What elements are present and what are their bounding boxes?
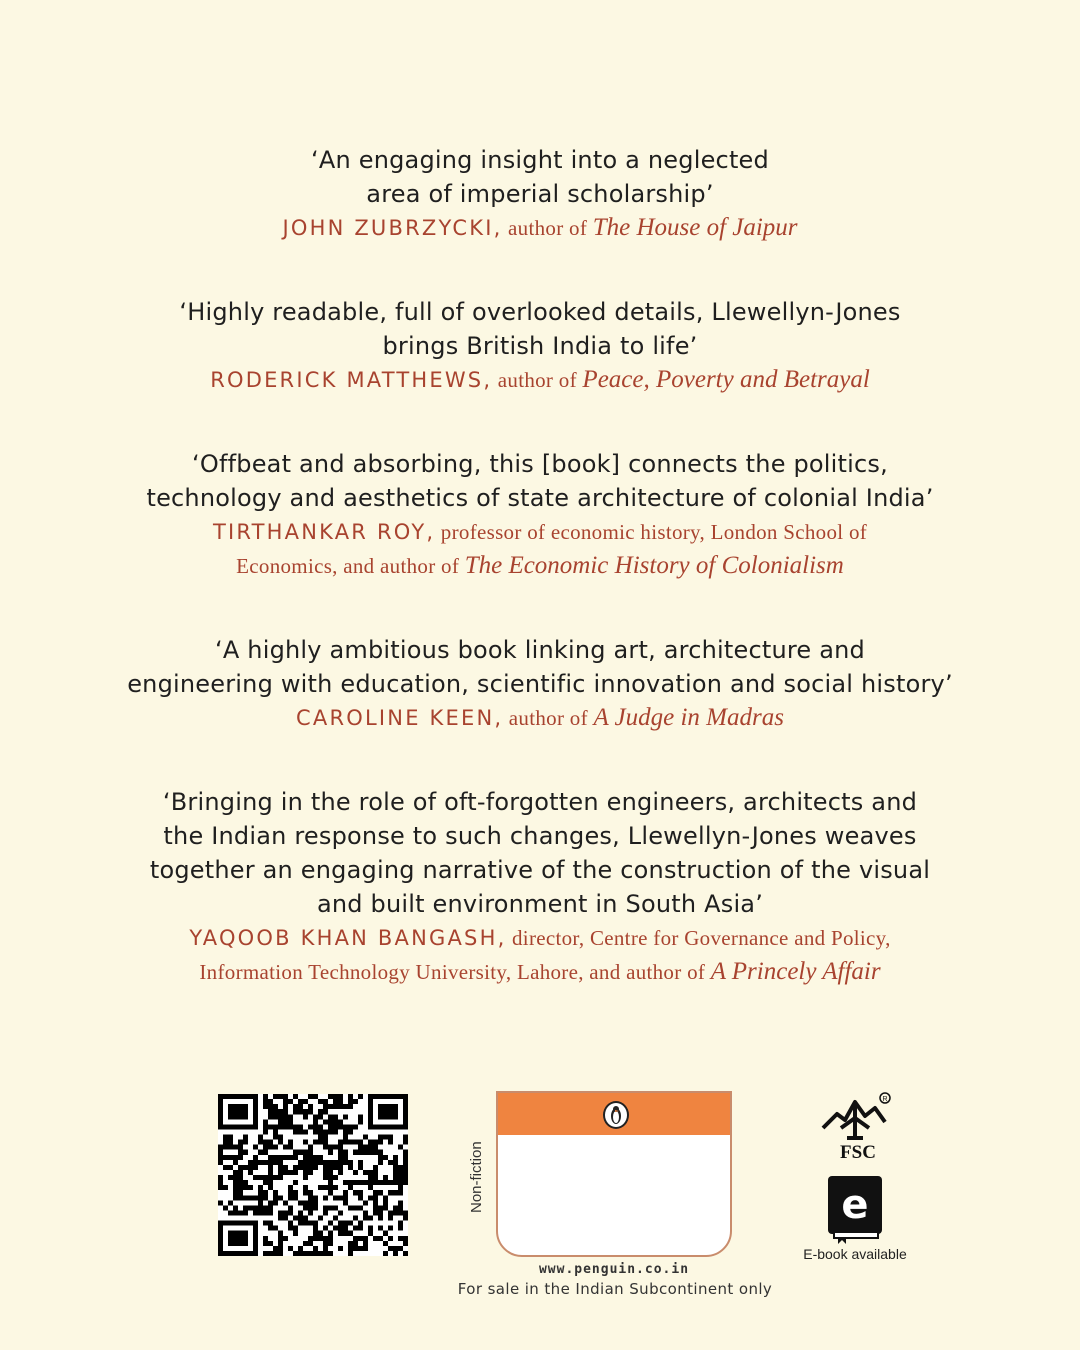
quote-attribution bbox=[0, 921, 1080, 955]
attribution-description: author of bbox=[492, 368, 583, 392]
quote-text-line: ‘A highly ambitious book linking art, architecture and bbox=[215, 636, 865, 664]
attribution-name: RODERICK MATTHEWS, bbox=[210, 368, 493, 392]
quote-text-line: ‘Highly readable, full of overlooked details, Llewellyn-Jones bbox=[179, 298, 901, 326]
attribution-description: author of bbox=[503, 706, 594, 730]
quote-attribution bbox=[0, 515, 1080, 549]
attribution-name: JOHN ZUBRZYCKI, bbox=[282, 216, 503, 240]
attribution-book-title: A Judge in Madras bbox=[593, 704, 784, 731]
attribution-name: YAQOOB KHAN BANGASH, bbox=[189, 926, 507, 950]
svg-text:e: e bbox=[841, 1182, 869, 1228]
quote-text-line: engineering with education, scientific innovation and social history’ bbox=[127, 670, 953, 698]
penguin-barcode-box bbox=[496, 1091, 732, 1257]
attribution-book-title: Peace, Poverty and Betrayal bbox=[582, 366, 870, 393]
attribution-book-title: The Economic History of Colonialism bbox=[464, 552, 844, 579]
quote-attribution bbox=[0, 549, 1080, 583]
attribution-description: Economics, and author of bbox=[236, 554, 465, 578]
ebook-icon bbox=[826, 1174, 884, 1244]
quote-2 bbox=[0, 295, 1080, 397]
quote-text-line: technology and aesthetics of state architecture of colonial India’ bbox=[146, 484, 934, 512]
attribution-book-title: A Princely Affair bbox=[710, 958, 881, 985]
svg-text:R: R bbox=[882, 1096, 888, 1103]
category-label: Non-fiction bbox=[468, 1141, 485, 1213]
quote-attribution bbox=[0, 701, 1080, 735]
quote-text-line: ‘Bringing in the role of oft-forgotten engineers, architects and bbox=[162, 788, 918, 816]
quote-3 bbox=[0, 447, 1080, 583]
quote-4 bbox=[0, 633, 1080, 735]
penguin-band bbox=[498, 1093, 730, 1135]
quote-text-line: together an engaging narrative of the construction of the visual bbox=[149, 856, 931, 884]
attribution-name: CAROLINE KEEN, bbox=[296, 706, 504, 730]
sale-notice: For sale in the Indian Subcontinent only bbox=[457, 1280, 773, 1298]
quote-text-line: brings British India to life’ bbox=[382, 332, 698, 360]
publisher-url[interactable]: www.penguin.co.in bbox=[538, 1262, 690, 1277]
quote-text-line: ‘An engaging insight into a neglected bbox=[311, 146, 769, 174]
quote-attribution bbox=[0, 955, 1080, 989]
attribution-description: author of bbox=[502, 216, 593, 240]
quote-text-line: ‘Offbeat and absorbing, this [book] connects the politics, bbox=[192, 450, 888, 478]
quote-text-line: area of imperial scholarship’ bbox=[366, 180, 714, 208]
qr-code-icon bbox=[218, 1094, 408, 1256]
penguin-logo-icon bbox=[603, 1101, 629, 1129]
attribution-description: director, Centre for Governance and Policy, bbox=[506, 926, 891, 950]
quote-5 bbox=[0, 785, 1080, 989]
quote-1 bbox=[0, 143, 1080, 245]
attribution-book-title: The House of Jaipur bbox=[592, 214, 798, 241]
attribution-name: TIRTHANKAR ROY, bbox=[212, 520, 436, 544]
attribution-description: Information Technology University, Lahore, and author of bbox=[199, 960, 711, 984]
ebook-label: E-book available bbox=[803, 1246, 907, 1262]
fsc-label: FSC bbox=[840, 1142, 876, 1163]
quote-text-line: the Indian response to such changes, Llewellyn-Jones weaves bbox=[163, 822, 917, 850]
quote-text-line: and built environment in South Asia’ bbox=[316, 890, 764, 918]
quote-attribution bbox=[0, 211, 1080, 245]
quote-attribution bbox=[0, 363, 1080, 397]
attribution-description: professor of economic history, London School of bbox=[435, 520, 868, 544]
